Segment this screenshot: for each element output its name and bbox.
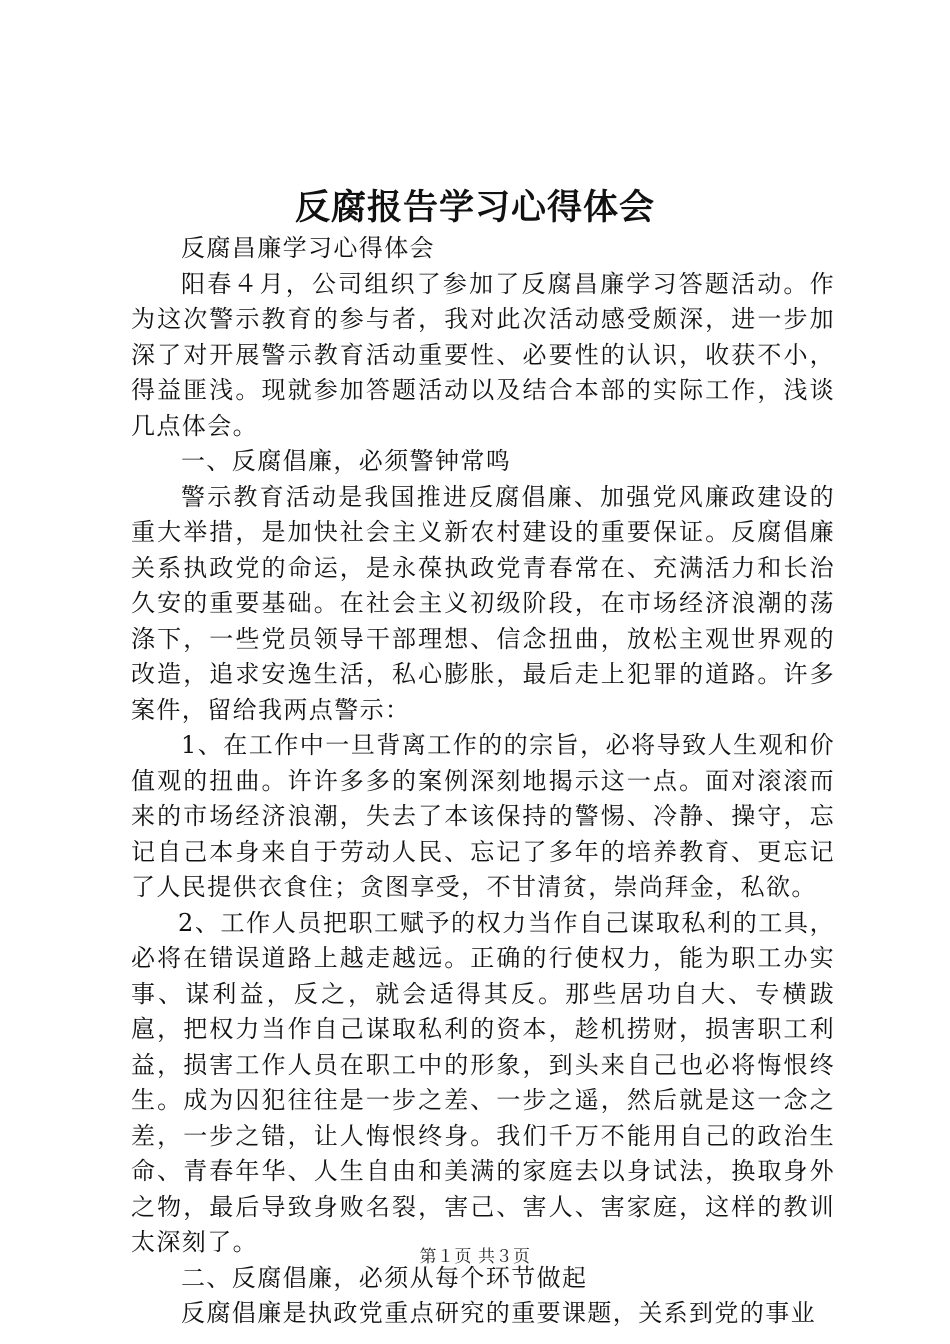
document-body: [131, 231, 835, 1332]
section-heading-1: 一、反腐倡廉，必须警钟常鸣: [181, 447, 512, 475]
page-footer: 第１页 共３页: [419, 1247, 531, 1267]
point-paragraph-2: 2、工作人员把职工赋予的权力当作自己谋取私利的工具，必将在错误道路上越走越远。正确的行使权力，能为职工办实事、谋利益，反之，就会适得其反。那些居功自大、专横跋扈，把权力当作自己谋取私利的资本，趁机捞财，损害职工利益，损害工作人员在职工中的形象，到头来自己也必将悔恨终生。成为囚犯往往是一步之差、一步之遥，然后就是这一念之差，一步之错，让人悔恨终身。我们千万不能用自己的政治生命、青春年华、人生自由和美满的家庭去以身试法，换取身外之物，最后导致身败名裂，害己、害人、害家庭，这样的教训太深刻了。: [131, 908, 835, 1256]
subtitle-paragraph: 反腐昌廉学习心得体会: [181, 234, 435, 262]
document-title: 反腐报告学习心得体会: [294, 187, 655, 228]
intro-paragraph: 阳春４月，公司组织了参加了反腐昌廉学习答题活动。作为这次警示教育的参与者，我对此次活动感受颇深，进一步加深了对开展警示教育活动重要性、必要性的认识，收获不小，得益匪浅。现就参加答题活动以及结合本部的实际工作，浅谈几点体会。: [131, 269, 835, 440]
section-heading-2: 二、反腐倡廉，必须从每个环节做起: [181, 1263, 588, 1292]
body-paragraph-2: 反腐倡廉是执政党重点研究的重要课题，关系到党的事业: [181, 1299, 816, 1327]
point-paragraph-1: 1、在工作中一旦背离工作的的宗旨，必将导致人生观和价值观的扭曲。许许多多的案例深刻地揭示这一点。面对滚滚而来的市场经济浪潮，失去了本该保持的警惕、冷静、操守，忘记自己本身来自于劳动人民、忘记了多年的培养教育、更忘记了人民提供衣食住；贪图享受，不甘清贫，崇尚拜金，私欲。: [131, 731, 835, 901]
body-paragraph-1: 警示教育活动是我国推进反腐倡廉、加强党风廉政建设的重大举措，是加快社会主义新农村建设的重要保证。反腐倡廉关系执政党的命运，是永葆执政党青春常在、充满活力和长治久安的重要基础。在社会主义初级阶段，在市场经济浪潮的荡涤下，一些党员领导干部理想、信念扭曲，放松主观世界观的改造，追求安逸生活，私心膨胀，最后走上犯罪的道路。许多案件，留给我两点警示：: [131, 482, 835, 724]
